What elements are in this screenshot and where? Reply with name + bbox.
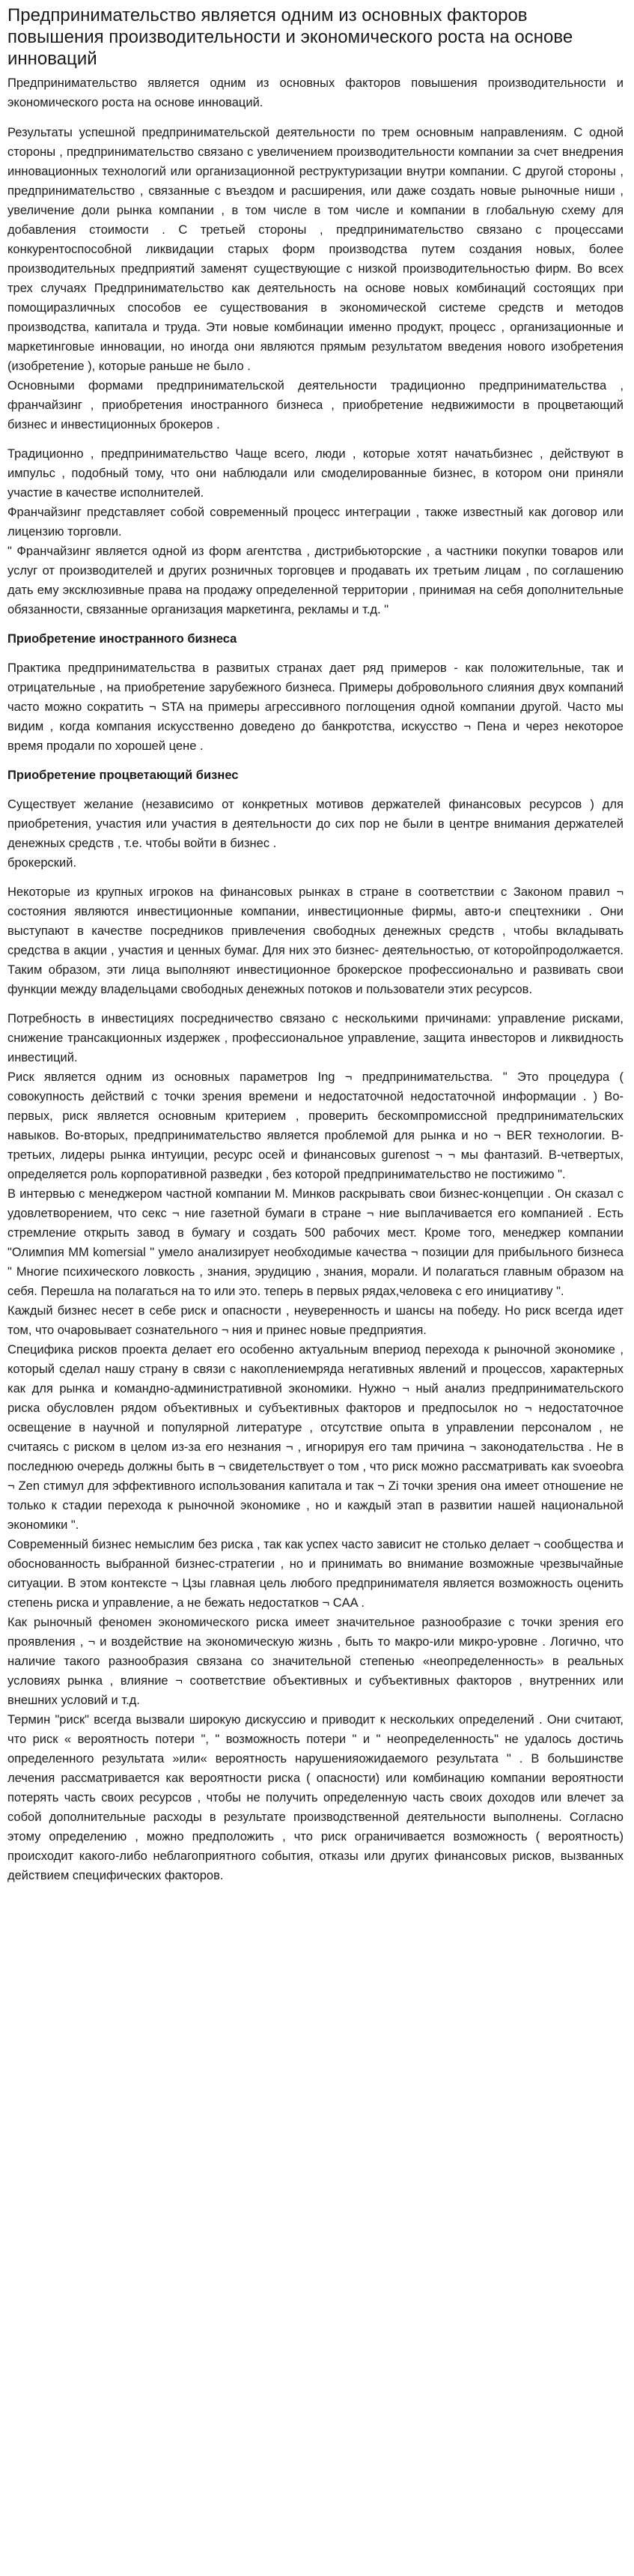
body-paragraph: Современный бизнес немыслим без риска , так как успех часто зависит не столько делает ¬ сообщества и обоснованность выбранной бизнес-стратегии , но и принимать во внимание возможные чрезвычайные ситуации. В этом контексте ¬ Цзы главная цель любого предпринимателя является возможность оценить степень риска и управление, а не бежать недостатков ¬ СAA . bbox=[7, 1538, 624, 1610]
body-paragraph: Франчайзинг представляет собой современный процесс интеграции , также известный как договор или лицензию торговли. bbox=[7, 506, 624, 539]
body-paragraph: Термин "риск" всегда вызвали широкую дискуссию и приводит к нескольких определений . Они считают, что риск « вероятность потери ", " возможность потери " и " неопределенность" не удалось достичь определенного результата »или« вероятность нарушенияожидаемого результата " . В большинстве лечения рассматривается как вероятности риска ( опасности) или комбинацию компании вероятности потерять часть своих ресурсов , чтобы не получить определенную часть своих доходов или влечет за собой дополнительные расходы в результате производственной деятельности выполнены. Согласно этому определению , можно предположить , что риск ограничивается возможность ( вероятность) происходит какого-либо неблагоприятного события, отказы или других финансовых рисков, вызванных действием специфических факторов. bbox=[7, 1713, 624, 1882]
body-paragraph: Традиционно , предпринимательство Чаще всего, люди , которые хотят начатьбизнес , действуют в импульс , подобный тому, что они наблюдали или смоделированные бизнес, в котором они приняли участие в качестве исполнителей. bbox=[7, 447, 624, 500]
lead-paragraph: Предпринимательство является одним из основных факторов повышения производительности и экономического роста на основе инноваций. bbox=[7, 76, 624, 109]
body-paragraph: Как рыночный феномен экономического риска имеет значительное разнообразие с точки зрения его проявления , ¬ и воздействие на экономическую жизнь , быть то макро-или микро-уровне . Логично, что наличие такого разнообразия связана со значительной степенью «неопределенность» в реальных условиях рынка , влияние ¬ соответствие объективных и субъективных факторов , внутренних или внешних условий и т.д. bbox=[7, 1616, 624, 1707]
body-paragraph: " Франчайзинг является одной из форм агентства , дистрибьюторские , а частники покупки товаров или услуг от производителей и других розничных торговцев и продавать их третьим лицам , по соглашению дать ему эксклюзивные права на продажу определенной территории , принимая на себя дополнительные обязанности, связанные организация маркетинга, рекламы и т.д. " bbox=[7, 545, 624, 616]
body-paragraph: Специфика рисков проекта делает его особенно актуальным впериод перехода к рыночной экономике , который сделал нашу страну в связи с накоплениемряда негативных явлений и процессов, характерных как для рынка и командно-административной экономики. Нужно ¬ ный анализ предпринимательского риска обусловлен рядом объективных и субъективных факторов и предпосылок но ¬ недостаточное освещение в научной и популярной литературе , отсутствие опыта в управлении персоналом , не считаясь с риском в целом из-за его незнания ¬ , игнорируя его там причина ¬ законодательства . Не в последнюю очередь должны быть в ¬ свидетельствует о том , что риск можно рассматривать как svoeobra ¬ Zen стимул для эффективного использования капитала и так ¬ Zi точки зрения она имеет отношение не только к стадии перехода к рыночной экономике , но и каждый этап в развитии нашей национальной экономики ". bbox=[7, 1343, 624, 1532]
section-heading: Приобретение иностранного бизнеса bbox=[7, 632, 237, 646]
body-paragraph: брокерский. bbox=[7, 856, 77, 870]
body-paragraph: В интервью с менеджером частной компании М. Минков раскрывать свои бизнес-концепции . Он сказал с удовлетворением, что секс ¬ ние газетной бумаги в стране ¬ ние выплачивается его компанией . Есть стремление открыть завод в бумагу и создать 500 рабочих мест. Кроме того, менеджер компании "Олимпия ММ komersial " умело анализирует необходимые качества ¬ позиции для прибыльного бизнеса " Многие психического ловкость , знания, эрудицию , знания, морали. И полагаться главным образом на себя. Перешла на полагаться на то или это. теперь в первых рядах,человека с его инициативу ". bbox=[7, 1187, 624, 1298]
body-paragraph: Некоторые из крупных игроков на финансовых рынках в стране в соответствии с Законом правил ¬ состояния являются инвестиционные компании, инвестиционные фирмы, авто-и спецтехники . Они выступают в качестве посредников привлечения свободных денежных средств , чтобы вкладывать средства в акции , участия и ценных бумаг. Для них это бизнес- деятельностью, от которойпродолжается. Таким образом, эти лица выполняют инвестиционное брокерское профессионально и развивать свои функции между владельцами свободных денежных потоков и пользователи этих ресурсов. bbox=[7, 885, 624, 996]
body-paragraph: Практика предпринимательства в развитых странах дает ряд примеров - как положительные, так и отрицательные , на приобретение зарубежного бизнеса. Примеры добровольного слияния двух компаний часто можно сократить ¬ STA на примеры агрессивного поглощения одной компании другой. Часто мы видим , когда компания искусственно доведено до банкротства, искусство ¬ Пена и через некоторое время продали по хорошей цене . bbox=[7, 661, 624, 753]
body-paragraph: Результаты успешной предпринимательской деятельности по трем основным направлениям. С одной стороны , предпринимательство связано с увеличением производительности компании за счет внедрения инновационных технологий или организационной реструктуризации внутри компании. С другой стороны , предпринимательство , связанные с въездом и расширения, или даже создать новые рыночные ниши , увеличение доли рынка компании , в том числе в том числе и компании в глобальную схему для добавления стоимости . С третьей стороны , предпринимательство связано с процессами конкурентоспособной ликвидации старых форм производства путем создания новых, более производительных предприятий заменят существующие с низкой производительностью фирм. Во всех трех случаях Предпринимательство как деятельность на основе новых комбинаций состоящих при помощиразличных способов ее существования в экономической системе средств и методов производства, капитала и труда. Эти новые комбинации именно продукт, процесс , организационные и маркетинговые инновации, но иногда они являются прямым результатом введения нового изобретения (изобретение ), которые раньше не было . bbox=[7, 126, 624, 373]
section-heading: Приобретение процветающий бизнес bbox=[7, 769, 239, 782]
body-paragraph: Существует желание (независимо от конкретных мотивов держателей финансовых ресурсов ) для приобретения, участия или участия в деятельности до сих пор не были в центре внимания держателей денежных средств , т.е. чтобы войти в бизнес . bbox=[7, 798, 624, 850]
body-paragraph: Риск является одним из основных параметров Ing ¬ предпринимательства. " Это процедура ( совокупность действий с точки зрения времени и недостаточной недостаточной информации . ) Во-первых, риск является основным критерием , проверить бескомпромиссной предпринимательских навыков. Во-вторых, предпринимательство является проблемой для рынка и но ¬ BER технологии. В-третьих, лидеры рынка интуиции, ресурс осей и финансовых gurenost ¬ ¬ мы фантазий. В-четвертых, определяется роль корпоративной разведки , без которой предпринимательство не постижимо ". bbox=[7, 1070, 624, 1181]
document-title: Предпринимательство является одним из основных факторов повышения производительности и экономического роста на основе инноваций bbox=[7, 5, 573, 69]
body-paragraph: Потребность в инвестициях посредничество связано с несколькими причинами: управление рисками, снижение трансакционных издержек , профессиональное управление, защита инвесторов и ликвидность инвестиций. bbox=[7, 1012, 624, 1064]
document-body bbox=[7, 123, 624, 1885]
body-paragraph: Каждый бизнес несет в себе риск и опасности , неуверенность и шансы на победу. Но риск всегда идет том, что очаровывает сознательного ¬ ния и принес новые предприятия. bbox=[7, 1304, 624, 1337]
body-paragraph: Основными формами предпринимательской деятельности традиционно предпринимательства , франчайзинг , приобретения иностранного бизнеса , приобретение недвижимости в процветающий бизнес и инвестиционных брокеров . bbox=[7, 379, 624, 431]
